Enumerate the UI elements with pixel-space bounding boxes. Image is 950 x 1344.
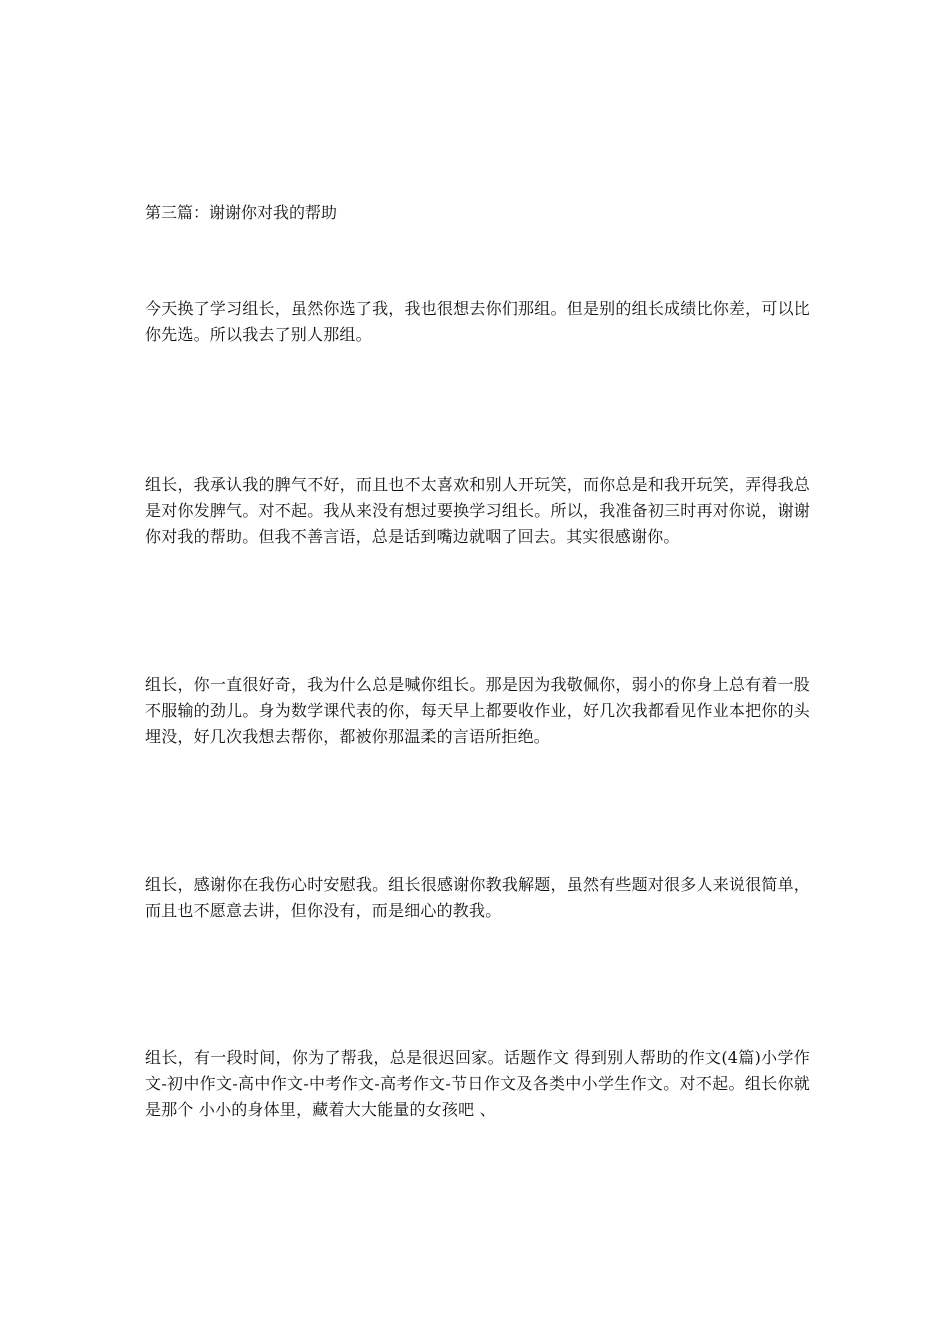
paragraph-1: 今天换了学习组长，虽然你选了我，我也很想去你们那组。但是别的组长成绩比你差，可以比你先选。所以我去了别人那组。 xyxy=(145,299,810,344)
paragraph-5: 组长，有一段时间，你为了帮我，总是很迟回家。话题作文 得到别人帮助的作文(4篇)小学作文-初中作文-高中作文-中考作文-高考作文-节日作文及各类中小学生作文。对不起。组长你就是那个 小小的身体里，藏着大大能量的女孩吧 、 xyxy=(145,1048,810,1119)
paragraph-2: 组长，我承认我的脾气不好，而且也不太喜欢和别人开玩笑，而你总是和我开玩笑，弄得我总是对你发脾气。对不起。我从来没有想过要换学习组长。所以，我准备初三时再对你说，谢谢你对我的帮助。但我不善言语，总是话到嘴边就咽了回去。其实很感谢你。 xyxy=(145,475,810,546)
paragraph-4: 组长，感谢你在我伤心时安慰我。组长很感谢你教我解题，虽然有些题对很多人来说很简单，而且也不愿意去讲，但你没有，而是细心的教我。 xyxy=(145,875,810,920)
paragraph-3: 组长，你一直很好奇，我为什么总是喊你组长。那是因为我敬佩你，弱小的你身上总有着一股不服输的劲儿。身为数学课代表的你，每天早上都要收作业，好几次我都看见作业本把你的头埋没，好几次我想去帮你，都被你那温柔的言语所拒绝。 xyxy=(145,675,810,746)
section-title: 第三篇：谢谢你对我的帮助 xyxy=(145,203,338,222)
